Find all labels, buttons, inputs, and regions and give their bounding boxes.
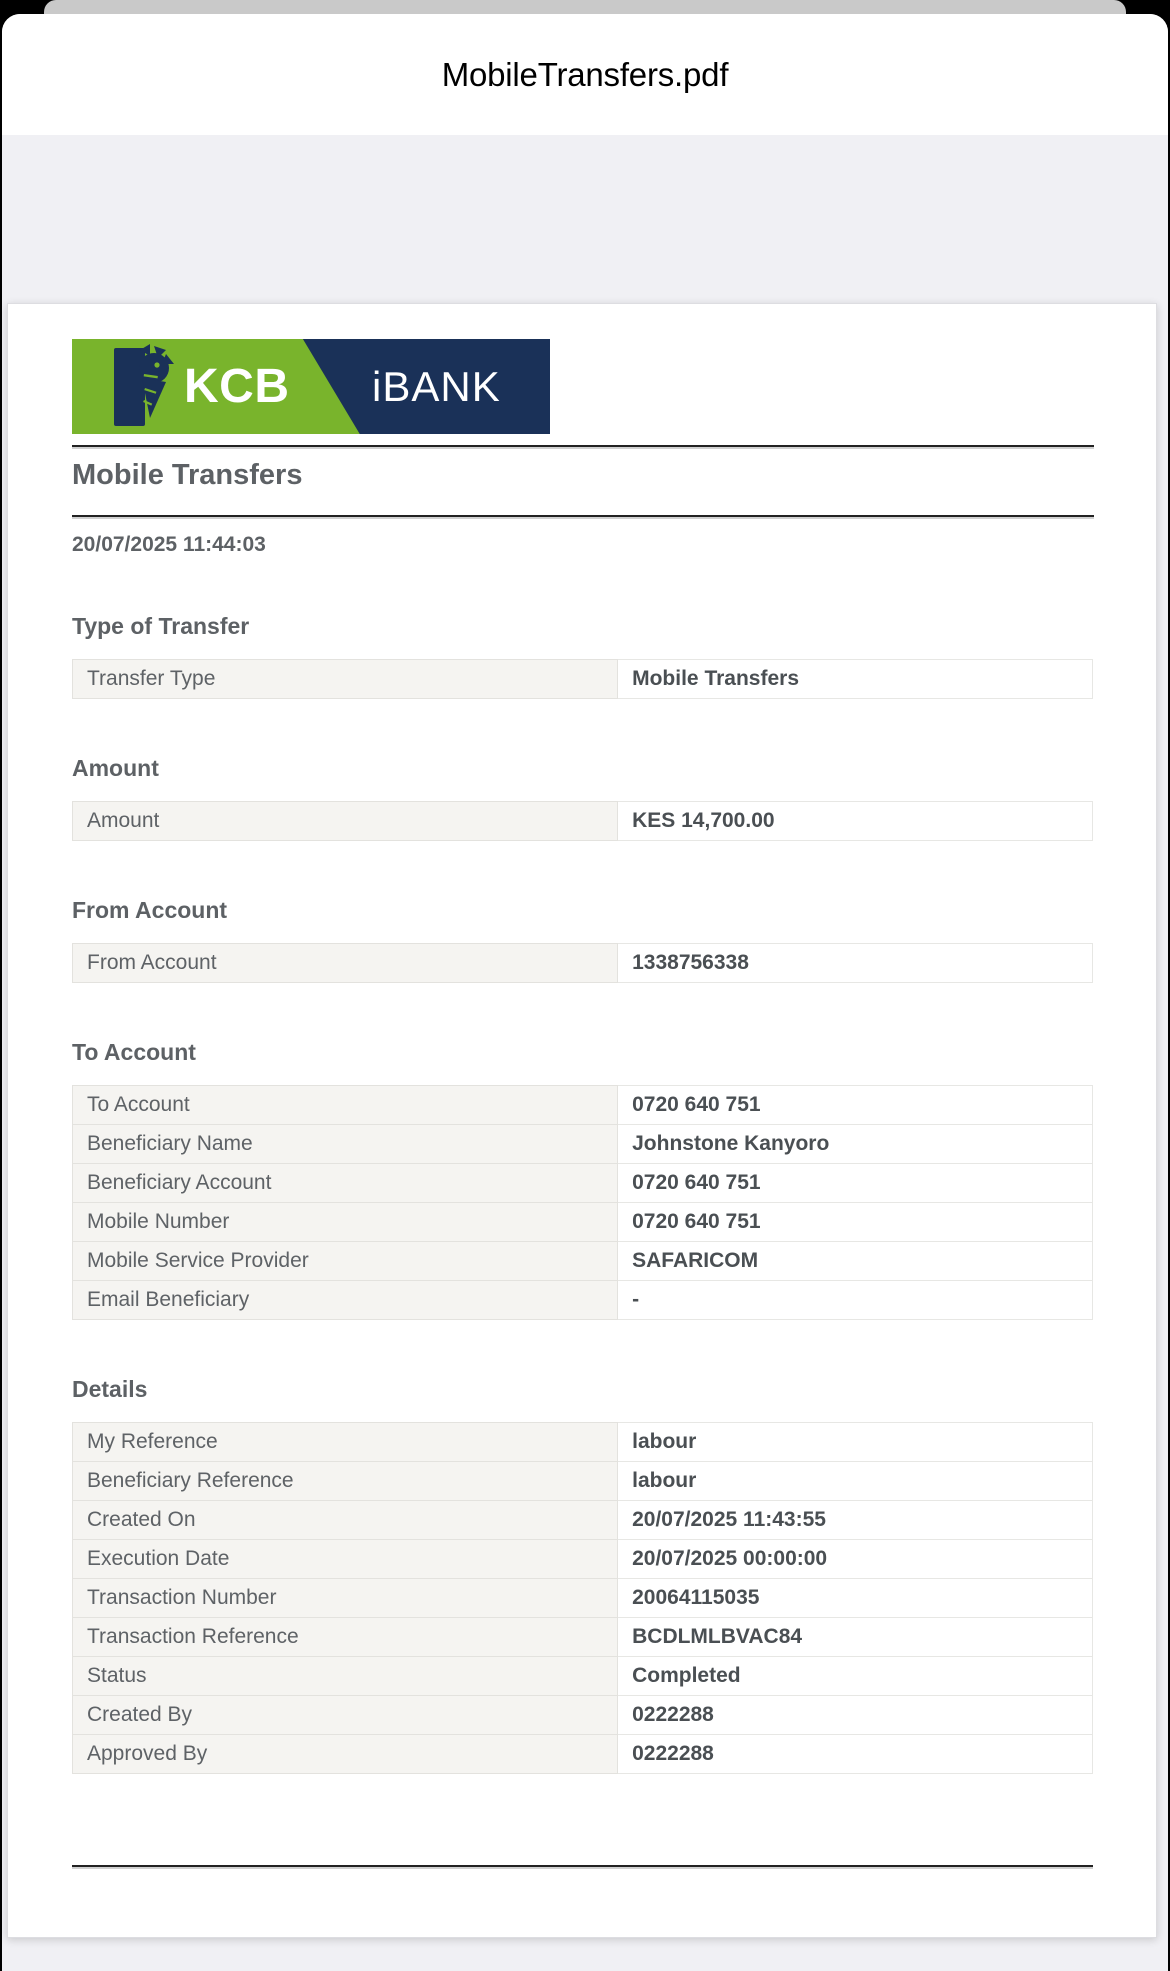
row-label: Beneficiary Name — [73, 1125, 618, 1164]
row-label: Approved By — [73, 1735, 618, 1774]
section-to-account — [72, 1039, 1094, 1320]
row-label: Mobile Number — [73, 1203, 618, 1242]
row-label: Amount — [73, 802, 618, 841]
row-value: BCDLMLBVAC84 — [618, 1618, 1093, 1657]
table-row — [73, 944, 1093, 983]
section-heading: From Account — [72, 897, 228, 923]
row-value: 0720 640 751 — [618, 1086, 1093, 1125]
row-value: labour — [618, 1462, 1093, 1501]
logo-ibank-text: iBANK — [372, 363, 501, 410]
row-label: From Account — [73, 944, 618, 983]
table-row — [73, 1618, 1093, 1657]
section-amount — [72, 755, 1094, 841]
row-label: Transaction Number — [73, 1579, 618, 1618]
row-label: Status — [73, 1657, 618, 1696]
document-timestamp: 20/07/2025 11:44:03 — [72, 533, 266, 556]
row-value: - — [618, 1281, 1093, 1320]
pdf-scroll-area[interactable] — [2, 135, 1168, 1971]
row-value: Mobile Transfers — [618, 660, 1093, 699]
row-value: Johnstone Kanyoro — [618, 1125, 1093, 1164]
divider-top — [72, 445, 1094, 447]
row-label: Beneficiary Reference — [73, 1462, 618, 1501]
pdf-page — [7, 303, 1157, 1938]
table-row — [73, 1579, 1093, 1618]
row-label: Beneficiary Account — [73, 1164, 618, 1203]
section-heading: Type of Transfer — [72, 613, 250, 639]
table-row — [73, 1540, 1093, 1579]
row-label: Transfer Type — [73, 660, 618, 699]
table-row — [73, 1735, 1093, 1774]
type-of-transfer-table — [72, 659, 1093, 699]
row-label: My Reference — [73, 1423, 618, 1462]
row-label: Transaction Reference — [73, 1618, 618, 1657]
table-row — [73, 1203, 1093, 1242]
table-row — [73, 1501, 1093, 1540]
section-details — [72, 1376, 1094, 1774]
kcb-ibank-logo — [72, 339, 550, 434]
row-value: 0720 640 751 — [618, 1164, 1093, 1203]
row-label: Email Beneficiary — [73, 1281, 618, 1320]
row-value: Completed — [618, 1657, 1093, 1696]
row-value: 20/07/2025 00:00:00 — [618, 1540, 1093, 1579]
to-account-table — [72, 1085, 1093, 1320]
table-row — [73, 1696, 1093, 1735]
row-value: 0720 640 751 — [618, 1203, 1093, 1242]
table-row — [73, 1281, 1093, 1320]
row-value: KES 14,700.00 — [618, 802, 1093, 841]
row-label: Mobile Service Provider — [73, 1242, 618, 1281]
row-value: 20/07/2025 11:43:55 — [618, 1501, 1093, 1540]
row-value: labour — [618, 1423, 1093, 1462]
table-row — [73, 1423, 1093, 1462]
document-title: Mobile Transfers — [72, 459, 303, 491]
table-row — [73, 1657, 1093, 1696]
file-title: MobileTransfers.pdf — [441, 55, 729, 93]
logo-kcb-text: KCB — [184, 360, 290, 413]
kcb-lion-icon — [114, 344, 176, 429]
row-value: 0222288 — [618, 1735, 1093, 1774]
table-row — [73, 1086, 1093, 1125]
sheet-header[interactable] — [2, 14, 1168, 135]
from-account-table — [72, 943, 1093, 983]
table-row — [73, 660, 1093, 699]
table-row — [73, 1462, 1093, 1501]
row-value: SAFARICOM — [618, 1242, 1093, 1281]
table-row — [73, 1125, 1093, 1164]
divider-footer — [72, 1865, 1093, 1867]
row-label: To Account — [73, 1086, 618, 1125]
row-label: Execution Date — [73, 1540, 618, 1579]
table-row — [73, 1242, 1093, 1281]
section-heading: To Account — [72, 1039, 196, 1065]
row-label: Created On — [73, 1501, 618, 1540]
row-label: Created By — [73, 1696, 618, 1735]
row-value: 0222288 — [618, 1696, 1093, 1735]
row-value: 1338756338 — [618, 944, 1093, 983]
table-row — [73, 1164, 1093, 1203]
section-from-account — [72, 897, 1094, 983]
divider-under-title — [72, 515, 1094, 517]
pdf-preview-sheet — [2, 14, 1168, 1971]
table-row — [73, 802, 1093, 841]
row-value: 20064115035 — [618, 1579, 1093, 1618]
details-table — [72, 1422, 1093, 1774]
section-heading: Amount — [72, 755, 159, 781]
amount-table — [72, 801, 1093, 841]
section-heading: Details — [72, 1376, 148, 1402]
section-type-of-transfer — [72, 613, 1094, 699]
